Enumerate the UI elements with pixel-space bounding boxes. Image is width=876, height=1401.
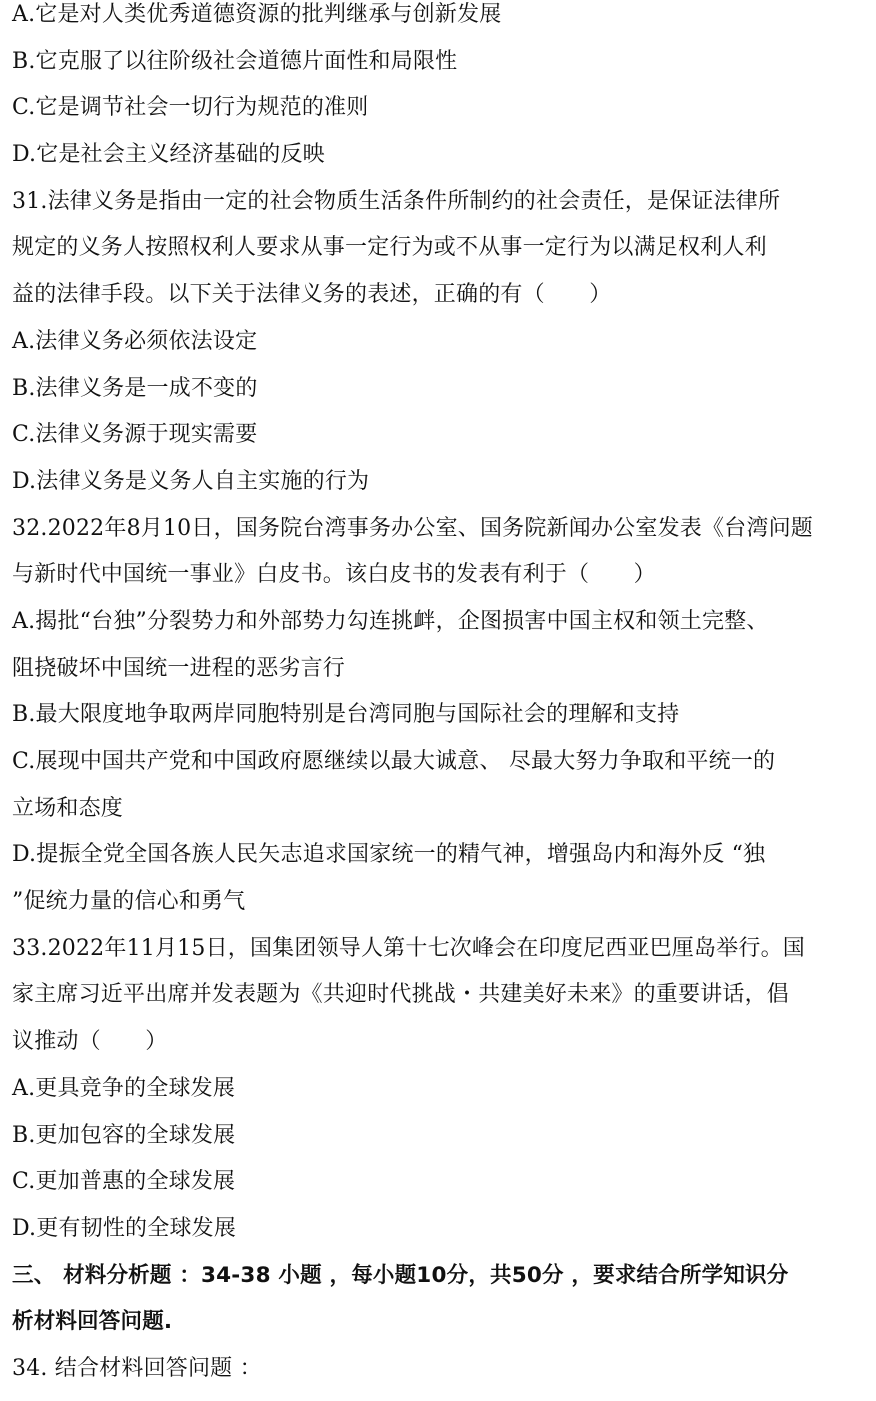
q32-option-c-line-2: 立场和态度	[12, 795, 124, 821]
question-32-stem-line-1: 32.2022年8月10日，国务院台湾事务办公室、国务院新闻办公室发表《台湾问题	[12, 515, 813, 541]
document-page	[12, 0, 864, 1401]
q31-option-b: B.法律义务是一成不变的	[12, 375, 258, 401]
question-32-stem-line-2: 与新时代中国统一事业》白皮书。该白皮书的发表有利于（ ）	[12, 562, 656, 588]
q32-option-c-line-1: C.展现中国共产党和中国政府愿继续以最大诚意、 尽最大努力争取和平统一的	[12, 749, 776, 774]
section-three-heading-line-2: 析材料回答问题.	[12, 1309, 173, 1335]
q33-option-d: D.更有韧性的全球发展	[12, 1215, 237, 1241]
question-31-stem-line-1: 31.法律义务是指由一定的社会物质生活条件所制约的社会责任，是保证法律所	[12, 188, 781, 214]
option-c-behavior-norms: C.它是调节社会一切行为规范的准则	[12, 95, 369, 121]
q33-option-b: B.更加包容的全球发展	[12, 1122, 236, 1148]
q32-option-d-line-1: D.提振全党全国各族人民矢志追求国家统一的精气神，增强岛内和海外反 “独	[12, 842, 766, 868]
q32-option-a-line-1: A.揭批“台独”分裂势力和外部势力勾连挑衅，企图损害中国主权和领土完整、	[12, 608, 769, 634]
section-three-heading-line-1: 三、 材料分析题 ：34-38 小题 ，每小题10分，共50分 ，要求结合所学知识分	[12, 1262, 789, 1288]
q31-option-a: A.法律义务必须依法设定	[12, 328, 258, 354]
q32-option-b: B.最大限度地争取两岸同胞特别是台湾同胞与国际社会的理解和支持	[12, 702, 680, 728]
q31-option-c: C.法律义务源于现实需要	[12, 422, 258, 448]
q32-option-d-line-2: ”促统力量的信心和勇气	[12, 889, 246, 915]
option-a-moral-heritage: A.它是对人类优秀道德资源的批判继承与创新发展	[12, 2, 502, 27]
q33-option-a: A.更具竞争的全球发展	[12, 1075, 236, 1101]
question-31-stem-line-3: 益的法律手段。以下关于法律义务的表述，正确的有（ ）	[12, 282, 612, 308]
q33-option-c: C.更加普惠的全球发展	[12, 1169, 236, 1195]
question-33-stem-line-1: 33.2022年11月15日，国集团领导人第十七次峰会在印度尼西亚巴厘岛举行。国	[12, 935, 805, 961]
option-d-economic-base: D.它是社会主义经济基础的反映	[12, 142, 325, 168]
q31-option-d: D.法律义务是义务人自主实施的行为	[12, 468, 370, 494]
question-34-stem: 34. 结合材料回答问题 ：	[12, 1355, 262, 1381]
q32-option-a-line-2: 阻挠破坏中国统一进程的恶劣言行	[12, 655, 346, 681]
option-b-moral-limitation: B.它克服了以往阶级社会道德片面性和局限性	[12, 48, 458, 74]
question-33-stem-line-3: 议推动（ ）	[12, 1029, 168, 1055]
question-33-stem-line-2: 家主席习近平出席并发表题为《共迎时代挑战・共建美好未来》的重要讲话，倡	[12, 982, 790, 1008]
question-31-stem-line-2: 规定的义务人按照权利人要求从事一定行为或不从事一定行为以满足权利人利	[12, 235, 767, 261]
